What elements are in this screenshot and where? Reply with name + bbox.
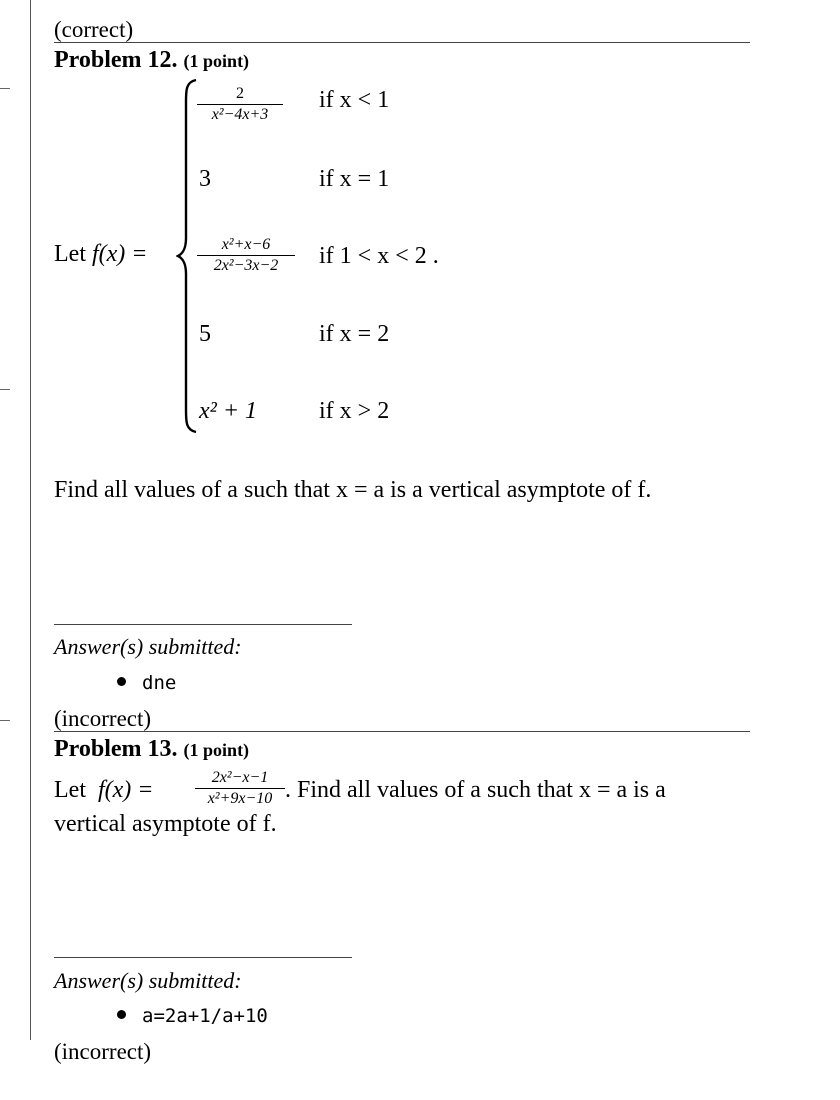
case-1-condition: if x < 1 <box>319 87 390 113</box>
problem-13-question: . Find all values of a such that x = a is a <box>285 777 666 803</box>
case-2-condition: if x = 1 <box>319 166 390 192</box>
fraction-bar <box>197 104 283 105</box>
answer-text: a=2a+1/a+10 <box>142 1005 268 1027</box>
fraction-denominator: x²−4x+3 <box>211 106 269 123</box>
left-margin-line <box>30 0 31 1040</box>
fraction-numerator: x²+x−6 <box>221 236 271 253</box>
problem-separator <box>54 731 750 732</box>
fraction-bar <box>195 788 285 789</box>
function-name: f(x) = <box>97 777 154 803</box>
fraction-denominator: x²+9x−10 <box>207 790 273 807</box>
problem-points: (1 point) <box>183 51 250 71</box>
case-1-expression <box>197 86 283 123</box>
case-5-expression: x² + 1 <box>199 398 258 424</box>
submitted-answer <box>117 1007 268 1026</box>
fraction-bar <box>197 255 295 256</box>
bullet-icon <box>117 677 126 686</box>
bullet-icon <box>117 1010 126 1019</box>
fraction-numerator: 2 <box>236 85 244 102</box>
answer-separator <box>54 624 352 625</box>
case-3-condition: if 1 < x < 2 . <box>319 243 439 269</box>
let-label: Let <box>54 241 86 267</box>
function-definition-label <box>54 242 147 266</box>
case-3-expression <box>197 237 295 274</box>
let-label: Let <box>54 777 86 803</box>
fraction-numerator: 2x²−x−1 <box>211 769 269 786</box>
problem-title-text: Problem 12. <box>54 47 178 73</box>
fraction-denominator: 2x²−3x−2 <box>213 257 279 274</box>
problem-12-question: Find all values of a such that x = a is a vertical asymptote of f. <box>54 477 652 503</box>
problem-separator <box>54 42 750 43</box>
answers-submitted-label: Answer(s) submitted: <box>54 634 242 659</box>
answer-separator <box>54 957 352 958</box>
previous-problem-status: (correct) <box>54 17 134 42</box>
problem-title-text: Problem 13. <box>54 736 178 762</box>
piecewise-brace <box>176 78 198 434</box>
margin-tick <box>0 720 10 721</box>
margin-tick <box>0 88 10 89</box>
case-4-expression: 5 <box>199 321 211 347</box>
problem-13-let <box>54 778 153 802</box>
problem-12-status: (incorrect) <box>54 706 152 731</box>
answer-text: dne <box>142 672 177 694</box>
problem-13-status: (incorrect) <box>54 1039 152 1064</box>
function-name: f(x) = <box>91 241 148 267</box>
margin-tick <box>0 389 10 390</box>
problem-13-question-line2: vertical asymptote of f. <box>54 811 277 837</box>
case-4-condition: if x = 2 <box>319 321 390 347</box>
problem-13-title <box>54 737 249 761</box>
case-2-expression: 3 <box>199 166 211 192</box>
problem-points: (1 point) <box>183 740 250 760</box>
submitted-answer <box>117 674 176 693</box>
answers-submitted-label: Answer(s) submitted: <box>54 968 242 993</box>
problem-13-fraction <box>195 770 285 807</box>
problem-12-title <box>54 48 249 72</box>
case-5-condition: if x > 2 <box>319 398 390 424</box>
